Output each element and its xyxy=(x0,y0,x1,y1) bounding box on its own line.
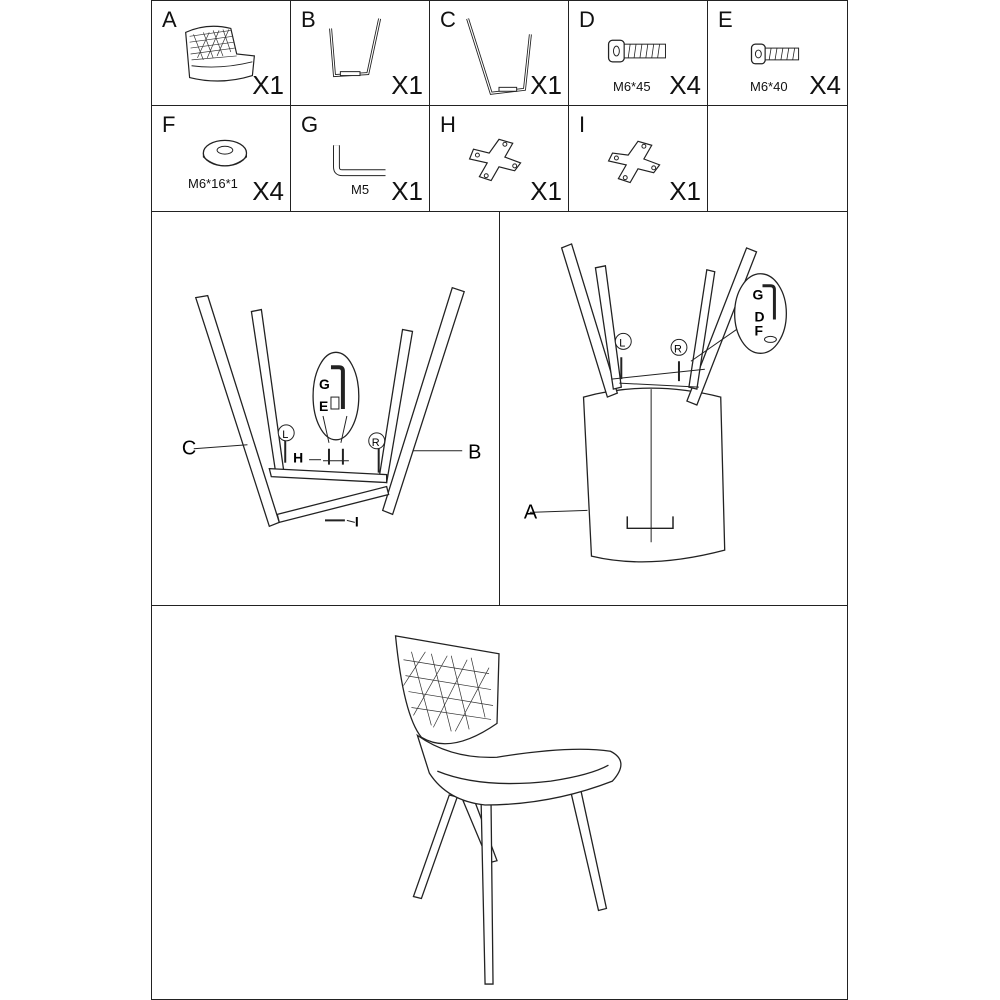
part-quantity: X1 xyxy=(391,176,423,206)
part-cell-b xyxy=(290,0,430,106)
label-h: H xyxy=(293,449,304,466)
part-letter: G xyxy=(301,112,319,137)
label-b: B xyxy=(468,441,482,464)
assembled-chair-illustration xyxy=(152,606,847,999)
label-c: C xyxy=(181,437,197,460)
part-letter: B xyxy=(301,7,316,32)
part-letter: D xyxy=(579,7,595,32)
part-cell-a xyxy=(151,0,291,106)
part-letter: E xyxy=(718,7,733,32)
part-spec: M6*40 xyxy=(750,79,788,94)
part-cell-i xyxy=(568,105,708,212)
seat-attachment-diagram xyxy=(500,212,847,605)
right-mark: R xyxy=(673,343,682,356)
part-quantity: X4 xyxy=(669,70,701,100)
part-quantity: X4 xyxy=(809,70,841,100)
part-quantity: X1 xyxy=(391,70,423,100)
callout-e: E xyxy=(319,397,329,414)
part-letter: C xyxy=(440,7,456,32)
part-cell-g xyxy=(290,105,430,212)
label-a: A xyxy=(523,501,538,524)
part-cell-e xyxy=(707,0,848,106)
part-letter: I xyxy=(579,112,586,137)
part-quantity: X1 xyxy=(530,176,562,206)
step-2-panel xyxy=(499,211,848,606)
part-cell-d xyxy=(568,0,708,106)
callout-g: G xyxy=(752,286,764,303)
part-letter: H xyxy=(440,112,456,137)
part-spec: M5 xyxy=(351,182,370,197)
part-quantity: X1 xyxy=(530,70,562,100)
part-cell-c xyxy=(429,0,569,106)
part-quantity: X4 xyxy=(252,176,284,206)
left-mark: L xyxy=(619,337,626,350)
part-cell-h xyxy=(429,105,569,212)
part-cell-f xyxy=(151,105,291,212)
step-1-panel xyxy=(151,211,500,606)
part-letter: A xyxy=(162,7,177,32)
label-i: I xyxy=(354,513,359,530)
final-chair-panel xyxy=(151,605,848,1000)
leg-assembly-diagram xyxy=(152,212,499,605)
empty-cell xyxy=(707,105,848,212)
part-quantity: X1 xyxy=(669,176,701,206)
part-spec: M6*45 xyxy=(613,79,651,94)
callout-d: D xyxy=(754,308,765,325)
callout-g: G xyxy=(319,376,330,393)
left-mark: L xyxy=(282,428,289,441)
part-spec: M6*16*1 xyxy=(188,176,238,191)
callout-f: F xyxy=(754,322,764,339)
part-letter: F xyxy=(162,112,176,137)
part-quantity: X1 xyxy=(252,70,284,100)
right-mark: R xyxy=(371,436,380,449)
